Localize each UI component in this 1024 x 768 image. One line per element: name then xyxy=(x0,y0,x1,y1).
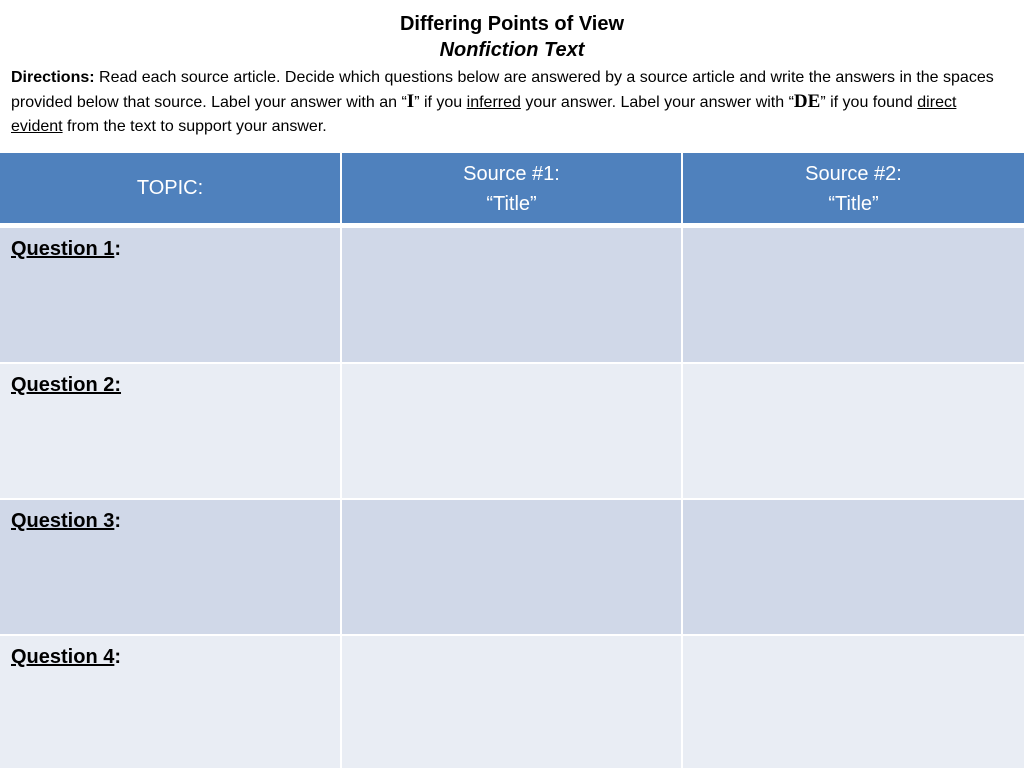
table-row-question-3 xyxy=(0,500,1024,636)
directions-paragraph xyxy=(0,63,1024,135)
table-header-row xyxy=(0,153,1024,225)
direct-evidence-mark: DE xyxy=(793,91,821,112)
topic-header-cell[interactable] xyxy=(0,153,342,225)
directions-text-3: your answer. Label your answer with “ xyxy=(520,94,794,111)
question-2-cell xyxy=(0,364,342,500)
question-4-cell xyxy=(0,636,342,768)
question-2-label: Question 2: xyxy=(11,374,122,396)
question-4-source-2-answer[interactable] xyxy=(683,636,1024,768)
topic-label: TOPIC: xyxy=(136,177,204,199)
question-3-suffix: : xyxy=(114,510,122,532)
question-1-source-2-answer[interactable] xyxy=(683,228,1024,364)
source-2-title: “Title” xyxy=(828,193,879,215)
directions-text-1: Read each source article. Decide which questions below are answered by a source article and write the answers in the spaces provided below that source. Label your answer with an “ xyxy=(11,69,994,111)
inferred-mark: I xyxy=(406,91,415,112)
directions-text-5: from the text to support your answer. xyxy=(62,118,327,135)
question-4-source-1-answer[interactable] xyxy=(342,636,683,768)
answer-table xyxy=(0,153,1024,768)
directions-label: Directions: xyxy=(11,69,95,86)
question-1-source-1-answer[interactable] xyxy=(342,228,683,364)
source-1-header-cell[interactable] xyxy=(342,153,683,225)
directions-text-4: ” if you found xyxy=(820,94,918,111)
page-header xyxy=(0,0,1024,63)
question-3-cell xyxy=(0,500,342,636)
question-1-label: Question 1 xyxy=(11,238,115,260)
question-4-label: Question 4 xyxy=(11,646,115,668)
table-row-question-2 xyxy=(0,364,1024,500)
question-4-suffix: : xyxy=(114,646,122,668)
question-2-source-1-answer[interactable] xyxy=(342,364,683,500)
question-1-suffix: : xyxy=(114,238,122,260)
source-2-label: Source #2: xyxy=(805,163,902,185)
page-subtitle: Nonfiction Text xyxy=(439,39,585,61)
source-1-title: “Title” xyxy=(486,193,537,215)
table-row-question-1 xyxy=(0,228,1024,364)
source-1-label: Source #1: xyxy=(463,163,560,185)
question-3-source-2-answer[interactable] xyxy=(683,500,1024,636)
source-2-header-cell[interactable] xyxy=(683,153,1024,225)
question-2-source-2-answer[interactable] xyxy=(683,364,1024,500)
question-3-label: Question 3 xyxy=(11,510,115,532)
directions-text-2: ” if you xyxy=(414,94,467,111)
question-1-cell xyxy=(0,228,342,364)
table-row-question-4 xyxy=(0,636,1024,768)
direct-evident-word: direct evident xyxy=(11,94,957,135)
inferred-word: inferred xyxy=(466,94,521,111)
page-title: Differing Points of View xyxy=(399,13,625,35)
question-3-source-1-answer[interactable] xyxy=(342,500,683,636)
